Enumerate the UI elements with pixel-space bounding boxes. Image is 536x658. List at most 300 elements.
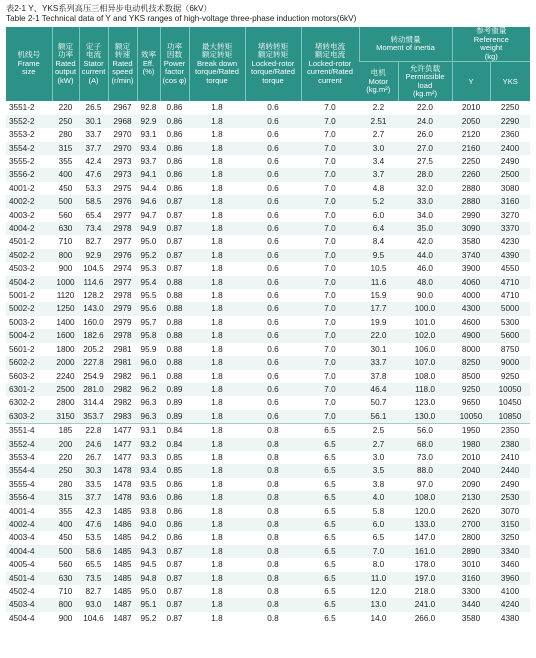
cell-power-factor: 0.87 bbox=[160, 195, 189, 208]
cell-power-factor: 0.89 bbox=[160, 396, 189, 409]
cell-efficiency: 96.0 bbox=[137, 356, 160, 369]
cell-rated-output: 450 bbox=[52, 182, 79, 195]
cell-inertia-motor: 8.0 bbox=[359, 558, 398, 571]
cell-stator-current: 37.7 bbox=[79, 142, 108, 155]
cell-frame-size: 4001-4 bbox=[6, 505, 52, 518]
cell-rated-speed: 2970 bbox=[108, 128, 137, 141]
cell-rated-output: 560 bbox=[52, 558, 79, 571]
table-row bbox=[6, 209, 530, 222]
cell-rated-output: 1800 bbox=[52, 343, 79, 356]
header-line: (kg.m²) bbox=[366, 85, 391, 95]
cell-inertia-load: 107.0 bbox=[398, 356, 452, 369]
cell-power-factor: 0.86 bbox=[160, 128, 189, 141]
cell-power-factor: 0.87 bbox=[160, 598, 189, 611]
cell-weight-y: 3580 bbox=[452, 612, 490, 625]
cell-inertia-load: 48.0 bbox=[398, 276, 452, 289]
cell-inertia-motor: 2.2 bbox=[359, 101, 398, 114]
table-row bbox=[6, 249, 530, 262]
cell-locked-rotor-torque: 0.8 bbox=[245, 505, 301, 518]
cell-locked-rotor-torque: 0.8 bbox=[245, 491, 301, 504]
cell-rated-speed: 2983 bbox=[108, 410, 137, 424]
cell-inertia-motor: 3.5 bbox=[359, 464, 398, 477]
cell-rated-speed: 2973 bbox=[108, 155, 137, 168]
table-row bbox=[6, 438, 530, 451]
cell-weight-yks: 4100 bbox=[490, 585, 530, 598]
header-line: Frame bbox=[17, 58, 40, 68]
cell-efficiency: 94.5 bbox=[137, 558, 160, 571]
table-row bbox=[6, 612, 530, 625]
cell-locked-rotor-torque: 0.8 bbox=[245, 545, 301, 558]
cell-breakdown-torque: 1.8 bbox=[189, 302, 245, 315]
cell-rated-output: 900 bbox=[52, 612, 79, 625]
cell-breakdown-torque: 1.8 bbox=[189, 438, 245, 451]
cell-locked-rotor-current: 6.5 bbox=[301, 612, 359, 625]
cell-efficiency: 95.1 bbox=[137, 598, 160, 611]
cell-locked-rotor-current: 7.0 bbox=[301, 276, 359, 289]
header-efficiency bbox=[137, 27, 160, 101]
cell-breakdown-torque: 1.8 bbox=[189, 505, 245, 518]
cell-stator-current: 47.6 bbox=[79, 168, 108, 181]
cell-weight-yks: 10050 bbox=[490, 383, 530, 396]
cell-locked-rotor-torque: 0.6 bbox=[245, 195, 301, 208]
cell-stator-current: 42.3 bbox=[79, 505, 108, 518]
cell-inertia-load: 22.0 bbox=[398, 101, 452, 114]
cell-locked-rotor-current: 7.0 bbox=[301, 410, 359, 424]
cell-weight-yks: 2360 bbox=[490, 128, 530, 141]
cell-rated-output: 355 bbox=[52, 505, 79, 518]
cell-locked-rotor-torque: 0.6 bbox=[245, 222, 301, 235]
cell-weight-y: 3740 bbox=[452, 249, 490, 262]
cell-locked-rotor-torque: 0.6 bbox=[245, 262, 301, 275]
cell-weight-y: 2260 bbox=[452, 168, 490, 181]
cell-power-factor: 0.86 bbox=[160, 531, 189, 544]
cell-breakdown-torque: 1.8 bbox=[189, 276, 245, 289]
cell-frame-size: 4502-4 bbox=[6, 585, 52, 598]
table-row bbox=[6, 329, 530, 342]
cell-locked-rotor-torque: 0.8 bbox=[245, 598, 301, 611]
cell-stator-current: 30.1 bbox=[79, 115, 108, 128]
header-weight-y: Y bbox=[452, 62, 490, 102]
cell-inertia-motor: 30.1 bbox=[359, 343, 398, 356]
cell-stator-current: 93.0 bbox=[79, 598, 108, 611]
cell-weight-y: 3440 bbox=[452, 598, 490, 611]
cell-frame-size: 4004-2 bbox=[6, 222, 52, 235]
cell-frame-size: 5001-2 bbox=[6, 289, 52, 302]
header-line: torque bbox=[206, 76, 228, 86]
cell-rated-output: 900 bbox=[52, 262, 79, 275]
table-row bbox=[6, 155, 530, 168]
cell-inertia-load: 100.0 bbox=[398, 302, 452, 315]
cell-efficiency: 94.8 bbox=[137, 572, 160, 585]
cell-inertia-motor: 22.0 bbox=[359, 329, 398, 342]
cell-inertia-load: 118.0 bbox=[398, 383, 452, 396]
table-row bbox=[6, 558, 530, 571]
cell-breakdown-torque: 1.8 bbox=[189, 491, 245, 504]
cell-weight-y: 2990 bbox=[452, 209, 490, 222]
cell-inertia-motor: 10.5 bbox=[359, 262, 398, 275]
cell-weight-yks: 2290 bbox=[490, 115, 530, 128]
cell-power-factor: 0.89 bbox=[160, 383, 189, 396]
cell-frame-size: 5003-2 bbox=[6, 316, 52, 329]
cell-frame-size: 3554-2 bbox=[6, 142, 52, 155]
cell-rated-output: 710 bbox=[52, 235, 79, 248]
header-line: speed bbox=[112, 67, 133, 77]
cell-efficiency: 93.8 bbox=[137, 505, 160, 518]
cell-breakdown-torque: 1.8 bbox=[189, 235, 245, 248]
cell-efficiency: 94.2 bbox=[137, 531, 160, 544]
cell-stator-current: 53.3 bbox=[79, 182, 108, 195]
header-line: 允许负载 bbox=[409, 63, 441, 73]
cell-rated-output: 2000 bbox=[52, 356, 79, 369]
header-line: 功率 bbox=[166, 41, 183, 51]
cell-frame-size: 4003-2 bbox=[6, 209, 52, 222]
cell-weight-y: 2130 bbox=[452, 491, 490, 504]
cell-power-factor: 0.84 bbox=[160, 438, 189, 451]
cell-locked-rotor-current: 7.0 bbox=[301, 289, 359, 302]
header-line: 转速 bbox=[114, 50, 131, 60]
cell-rated-speed: 1477 bbox=[108, 438, 137, 451]
cell-inertia-load: 102.0 bbox=[398, 329, 452, 342]
cell-inertia-motor: 12.0 bbox=[359, 585, 398, 598]
cell-locked-rotor-current: 7.0 bbox=[301, 155, 359, 168]
cell-frame-size: 3554-4 bbox=[6, 464, 52, 477]
cell-locked-rotor-torque: 0.6 bbox=[245, 302, 301, 315]
cell-weight-yks: 2400 bbox=[490, 142, 530, 155]
cell-weight-y: 2800 bbox=[452, 531, 490, 544]
cell-breakdown-torque: 1.8 bbox=[189, 531, 245, 544]
cell-power-factor: 0.86 bbox=[160, 478, 189, 491]
cell-efficiency: 92.9 bbox=[137, 115, 160, 128]
cell-locked-rotor-torque: 0.6 bbox=[245, 316, 301, 329]
table-row bbox=[6, 128, 530, 141]
cell-frame-size: 6302-2 bbox=[6, 396, 52, 409]
table-row bbox=[6, 343, 530, 356]
cell-locked-rotor-current: 7.0 bbox=[301, 316, 359, 329]
header-line: factor bbox=[165, 67, 184, 77]
table-row bbox=[6, 302, 530, 315]
cell-rated-speed: 1485 bbox=[108, 545, 137, 558]
cell-power-factor: 0.87 bbox=[160, 209, 189, 222]
table-row bbox=[6, 585, 530, 598]
cell-inertia-motor: 11.6 bbox=[359, 276, 398, 289]
cell-inertia-load: 46.0 bbox=[398, 262, 452, 275]
cell-rated-speed: 2978 bbox=[108, 329, 137, 342]
table-row bbox=[6, 289, 530, 302]
header-line: (kg) bbox=[484, 51, 498, 61]
cell-inertia-motor: 3.7 bbox=[359, 168, 398, 181]
cell-breakdown-torque: 1.8 bbox=[189, 262, 245, 275]
cell-inertia-load: 97.0 bbox=[398, 478, 452, 491]
cell-rated-output: 220 bbox=[52, 451, 79, 464]
cell-efficiency: 93.7 bbox=[137, 155, 160, 168]
cell-locked-rotor-current: 7.0 bbox=[301, 222, 359, 235]
cell-breakdown-torque: 1.8 bbox=[189, 464, 245, 477]
cell-frame-size: 6301-2 bbox=[6, 383, 52, 396]
cell-inertia-load: 32.0 bbox=[398, 182, 452, 195]
cell-rated-output: 800 bbox=[52, 598, 79, 611]
cell-weight-yks: 10850 bbox=[490, 410, 530, 424]
cell-rated-speed: 2973 bbox=[108, 168, 137, 181]
cell-weight-y: 8000 bbox=[452, 343, 490, 356]
cell-weight-yks: 2490 bbox=[490, 155, 530, 168]
cell-power-factor: 0.87 bbox=[160, 558, 189, 571]
cell-stator-current: 33.5 bbox=[79, 478, 108, 491]
cell-efficiency: 96.1 bbox=[137, 370, 160, 383]
cell-frame-size: 4003-4 bbox=[6, 531, 52, 544]
cell-weight-y: 2890 bbox=[452, 545, 490, 558]
cell-inertia-motor: 17.7 bbox=[359, 302, 398, 315]
cell-rated-speed: 1478 bbox=[108, 491, 137, 504]
cell-breakdown-torque: 1.8 bbox=[189, 545, 245, 558]
cell-breakdown-torque: 1.8 bbox=[189, 356, 245, 369]
cell-locked-rotor-torque: 0.6 bbox=[245, 155, 301, 168]
cell-frame-size: 3551-4 bbox=[6, 424, 52, 438]
cell-weight-yks: 4390 bbox=[490, 249, 530, 262]
cell-locked-rotor-torque: 0.6 bbox=[245, 101, 301, 114]
cell-locked-rotor-current: 6.5 bbox=[301, 451, 359, 464]
cell-locked-rotor-torque: 0.6 bbox=[245, 249, 301, 262]
cell-power-factor: 0.86 bbox=[160, 142, 189, 155]
cell-weight-y: 8500 bbox=[452, 370, 490, 383]
cell-weight-yks: 2410 bbox=[490, 451, 530, 464]
header-line: 电机 bbox=[370, 67, 386, 77]
cell-breakdown-torque: 1.8 bbox=[189, 518, 245, 531]
cell-weight-yks: 4240 bbox=[490, 598, 530, 611]
cell-efficiency: 95.7 bbox=[137, 316, 160, 329]
cell-locked-rotor-current: 6.5 bbox=[301, 505, 359, 518]
cell-weight-y: 2700 bbox=[452, 518, 490, 531]
cell-weight-yks: 4380 bbox=[490, 612, 530, 625]
cell-rated-output: 630 bbox=[52, 572, 79, 585]
header-line: current/Rated bbox=[306, 67, 353, 77]
cell-inertia-motor: 19.9 bbox=[359, 316, 398, 329]
cell-inertia-motor: 56.1 bbox=[359, 410, 398, 424]
cell-locked-rotor-current: 7.0 bbox=[301, 182, 359, 195]
cell-breakdown-torque: 1.8 bbox=[189, 329, 245, 342]
cell-rated-speed: 2982 bbox=[108, 370, 137, 383]
cell-inertia-motor: 6.0 bbox=[359, 518, 398, 531]
cell-locked-rotor-current: 7.0 bbox=[301, 249, 359, 262]
cell-frame-size: 3553-4 bbox=[6, 451, 52, 464]
cell-rated-speed: 2979 bbox=[108, 302, 137, 315]
cell-weight-yks: 3370 bbox=[490, 222, 530, 235]
cell-breakdown-torque: 1.8 bbox=[189, 289, 245, 302]
cell-breakdown-torque: 1.8 bbox=[189, 598, 245, 611]
header-line: (kW) bbox=[57, 76, 74, 86]
cell-power-factor: 0.88 bbox=[160, 356, 189, 369]
table-caption-chinese: 表2-1 Y、YKS系列高压三相异步电动机技术数据（6kV） bbox=[6, 4, 212, 13]
header-line: Eff. bbox=[142, 58, 155, 68]
cell-breakdown-torque: 1.8 bbox=[189, 396, 245, 409]
cell-locked-rotor-current: 6.5 bbox=[301, 518, 359, 531]
cell-rated-speed: 1487 bbox=[108, 612, 137, 625]
cell-efficiency: 95.5 bbox=[137, 289, 160, 302]
cell-locked-rotor-torque: 0.8 bbox=[245, 572, 301, 585]
header-line: Rated bbox=[112, 58, 133, 68]
cell-stator-current: 30.3 bbox=[79, 464, 108, 477]
cell-locked-rotor-torque: 0.8 bbox=[245, 585, 301, 598]
header-inertia-motor bbox=[359, 62, 398, 102]
cell-frame-size: 3551-2 bbox=[6, 101, 52, 114]
cell-efficiency: 94.3 bbox=[137, 545, 160, 558]
cell-stator-current: 281.0 bbox=[79, 383, 108, 396]
cell-stator-current: 47.6 bbox=[79, 518, 108, 531]
cell-stator-current: 143.0 bbox=[79, 302, 108, 315]
cell-inertia-load: 44.0 bbox=[398, 249, 452, 262]
cell-rated-speed: 1485 bbox=[108, 531, 137, 544]
cell-weight-y: 4900 bbox=[452, 329, 490, 342]
cell-inertia-motor: 4.0 bbox=[359, 491, 398, 504]
cell-locked-rotor-current: 7.0 bbox=[301, 356, 359, 369]
cell-inertia-motor: 4.8 bbox=[359, 182, 398, 195]
cell-power-factor: 0.85 bbox=[160, 464, 189, 477]
cell-stator-current: 82.7 bbox=[79, 235, 108, 248]
header-line: load bbox=[417, 80, 433, 90]
cell-power-factor: 0.88 bbox=[160, 289, 189, 302]
cell-inertia-load: 28.0 bbox=[398, 168, 452, 181]
cell-locked-rotor-torque: 0.6 bbox=[245, 235, 301, 248]
cell-locked-rotor-current: 6.5 bbox=[301, 545, 359, 558]
cell-rated-speed: 1486 bbox=[108, 518, 137, 531]
table-row bbox=[6, 451, 530, 464]
cell-stator-current: 254.9 bbox=[79, 370, 108, 383]
table-row bbox=[6, 276, 530, 289]
cell-efficiency: 93.1 bbox=[137, 424, 160, 438]
cell-breakdown-torque: 1.8 bbox=[189, 612, 245, 625]
header-reference-weight bbox=[452, 27, 530, 62]
cell-inertia-load: 26.0 bbox=[398, 128, 452, 141]
header-line: 机线号 bbox=[17, 50, 41, 60]
header-locked-rotor-torque bbox=[245, 27, 301, 101]
cell-power-factor: 0.86 bbox=[160, 168, 189, 181]
table-row bbox=[6, 370, 530, 383]
cell-weight-y: 2160 bbox=[452, 142, 490, 155]
cell-stator-current: 92.9 bbox=[79, 249, 108, 262]
cell-rated-output: 280 bbox=[52, 478, 79, 491]
cell-weight-yks: 2350 bbox=[490, 424, 530, 438]
cell-weight-yks: 9250 bbox=[490, 370, 530, 383]
cell-rated-output: 315 bbox=[52, 491, 79, 504]
cell-power-factor: 0.86 bbox=[160, 155, 189, 168]
cell-weight-yks: 4550 bbox=[490, 262, 530, 275]
table-row bbox=[6, 262, 530, 275]
cell-efficiency: 94.6 bbox=[137, 195, 160, 208]
cell-stator-current: 160.0 bbox=[79, 316, 108, 329]
cell-inertia-motor: 50.7 bbox=[359, 396, 398, 409]
header-line: Break down bbox=[196, 58, 238, 68]
header-line: 电流 bbox=[85, 50, 102, 60]
cell-inertia-load: 101.0 bbox=[398, 316, 452, 329]
cell-inertia-motor: 15.9 bbox=[359, 289, 398, 302]
cell-weight-y: 4300 bbox=[452, 302, 490, 315]
cell-power-factor: 0.88 bbox=[160, 276, 189, 289]
cell-locked-rotor-current: 6.5 bbox=[301, 464, 359, 477]
cell-frame-size: 3556-4 bbox=[6, 491, 52, 504]
cell-locked-rotor-current: 6.5 bbox=[301, 478, 359, 491]
header-line: 额定转矩 bbox=[257, 50, 289, 60]
table-row bbox=[6, 505, 530, 518]
cell-inertia-motor: 6.4 bbox=[359, 222, 398, 235]
cell-frame-size: 5601-2 bbox=[6, 343, 52, 356]
table-row bbox=[6, 572, 530, 585]
cell-locked-rotor-current: 6.5 bbox=[301, 558, 359, 571]
cell-locked-rotor-current: 7.0 bbox=[301, 329, 359, 342]
cell-locked-rotor-torque: 0.6 bbox=[245, 289, 301, 302]
cell-rated-output: 3150 bbox=[52, 410, 79, 424]
cell-frame-size: 3556-2 bbox=[6, 168, 52, 181]
cell-efficiency: 94.7 bbox=[137, 209, 160, 222]
cell-rated-output: 400 bbox=[52, 518, 79, 531]
cell-rated-output: 560 bbox=[52, 209, 79, 222]
cell-weight-y: 3300 bbox=[452, 585, 490, 598]
cell-inertia-motor: 6.5 bbox=[359, 531, 398, 544]
cell-stator-current: 42.4 bbox=[79, 155, 108, 168]
cell-weight-yks: 3460 bbox=[490, 558, 530, 571]
cell-weight-y: 2880 bbox=[452, 195, 490, 208]
cell-rated-speed: 2978 bbox=[108, 289, 137, 302]
cell-locked-rotor-current: 7.0 bbox=[301, 302, 359, 315]
cell-rated-speed: 2968 bbox=[108, 115, 137, 128]
cell-frame-size: 3552-2 bbox=[6, 115, 52, 128]
cell-stator-current: 24.6 bbox=[79, 438, 108, 451]
cell-stator-current: 182.6 bbox=[79, 329, 108, 342]
header-line: torque bbox=[262, 76, 284, 86]
cell-inertia-load: 68.0 bbox=[398, 438, 452, 451]
cell-locked-rotor-torque: 0.6 bbox=[245, 410, 301, 424]
cell-rated-speed: 1478 bbox=[108, 464, 137, 477]
cell-frame-size: 3555-2 bbox=[6, 155, 52, 168]
cell-stator-current: 26.5 bbox=[79, 101, 108, 114]
cell-inertia-motor: 2.7 bbox=[359, 128, 398, 141]
table-body bbox=[6, 101, 530, 625]
cell-efficiency: 95.6 bbox=[137, 302, 160, 315]
cell-locked-rotor-torque: 0.6 bbox=[245, 115, 301, 128]
cell-frame-size: 6303-2 bbox=[6, 410, 52, 424]
cell-breakdown-torque: 1.8 bbox=[189, 424, 245, 438]
cell-locked-rotor-torque: 0.6 bbox=[245, 128, 301, 141]
cell-rated-speed: 2976 bbox=[108, 195, 137, 208]
table-row bbox=[6, 195, 530, 208]
cell-rated-speed: 2976 bbox=[108, 249, 137, 262]
cell-weight-yks: 8750 bbox=[490, 343, 530, 356]
header-stator-current bbox=[79, 27, 108, 101]
header-line: (%) bbox=[142, 67, 155, 77]
cell-locked-rotor-current: 7.0 bbox=[301, 195, 359, 208]
cell-efficiency: 93.5 bbox=[137, 478, 160, 491]
cell-locked-rotor-torque: 0.6 bbox=[245, 343, 301, 356]
cell-efficiency: 95.2 bbox=[137, 249, 160, 262]
cell-rated-speed: 2981 bbox=[108, 343, 137, 356]
cell-rated-output: 500 bbox=[52, 195, 79, 208]
cell-weight-y: 4000 bbox=[452, 289, 490, 302]
table-row bbox=[6, 115, 530, 128]
table-caption-english: Table 2-1 Technical data of Y and YKS ranges of high-voltage three-phase induction motors(6kV) bbox=[6, 14, 357, 23]
cell-frame-size: 4001-2 bbox=[6, 182, 52, 195]
cell-weight-y: 2880 bbox=[452, 182, 490, 195]
cell-rated-output: 450 bbox=[52, 531, 79, 544]
cell-weight-yks: 3270 bbox=[490, 209, 530, 222]
cell-rated-speed: 1485 bbox=[108, 572, 137, 585]
table-row bbox=[6, 356, 530, 369]
cell-weight-y: 1950 bbox=[452, 424, 490, 438]
cell-inertia-load: 130.0 bbox=[398, 410, 452, 424]
cell-stator-current: 314.4 bbox=[79, 396, 108, 409]
cell-rated-output: 280 bbox=[52, 128, 79, 141]
header-inertia-load bbox=[398, 62, 452, 102]
cell-locked-rotor-torque: 0.6 bbox=[245, 356, 301, 369]
table-row bbox=[6, 383, 530, 396]
cell-power-factor: 0.87 bbox=[160, 262, 189, 275]
